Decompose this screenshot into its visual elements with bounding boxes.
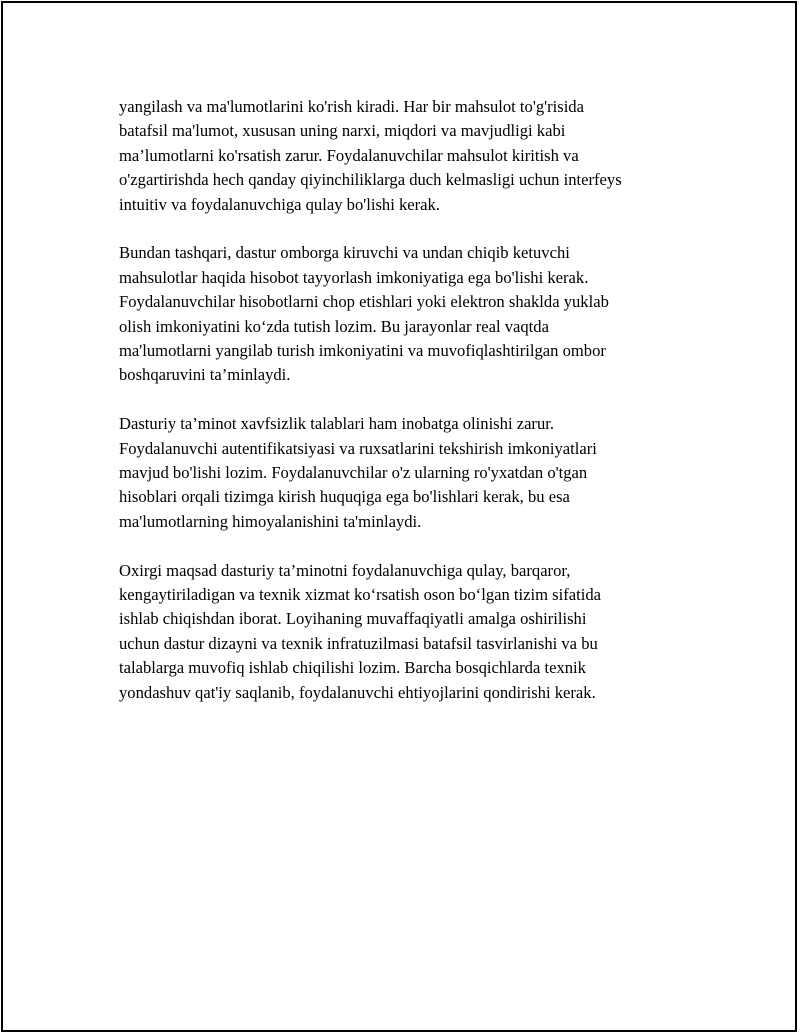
text-line: Oxirgi maqsad dasturiy ta’minotni foydalanuvchiga qulay, barqaror, — [119, 560, 571, 580]
text-line: ma’lumotlarni ko'rsatish zarur. Foydalanuvchilar mahsulot kiritish va — [119, 145, 579, 165]
text-line: yondashuv qat'iy saqlanib, foydalanuvchi ehtiyojlarini qondirishi kerak. — [119, 682, 596, 702]
text-line: intuitiv va foydalanuvchiga qulay bo'lishi kerak. — [119, 194, 440, 214]
text-line: talablarga muvofiq ishlab chiqilishi lozim. Barcha bosqichlarda texnik — [119, 658, 586, 678]
text-line: Bundan tashqari, dastur omborga kiruvchi va undan chiqib ketuvchi — [119, 243, 570, 263]
text-line: Foydalanuvchi autentifikatsiyasi va ruxsatlarini tekshirish imkoniyatlari — [119, 438, 597, 458]
paragraph — [119, 559, 699, 705]
paragraph — [119, 412, 699, 534]
text-line: ma'lumotlarning himoyalanishini ta'minlaydi. — [119, 511, 422, 531]
text-line: uchun dastur dizayni va texnik infratuzilmasi batafsil tasvirlanishi va bu — [119, 633, 598, 653]
paragraph — [119, 95, 699, 217]
text-line: Foydalanuvchilar hisobotlarni chop etishlari yoki elektron shaklda yuklab — [119, 292, 609, 312]
text-line: mavjud bo'lishi lozim. Foydalanuvchilar o'z ularning ro'yxatdan o'tgan — [119, 463, 588, 483]
text-line: mahsulotlar haqida hisobot tayyorlash imkoniyatiga ega bo'lishi kerak. — [119, 267, 589, 287]
text-line: olish imkoniyatini ko‘zda tutish lozim. Bu jarayonlar real vaqtda — [119, 316, 549, 336]
text-line: hisoblari orqali tizimga kirish huquqiga ega bo'lishlari kerak, bu esa — [119, 487, 570, 507]
text-line: yangilash va ma'lumotlarini ko'rish kiradi. Har bir mahsulot to'g'risida — [119, 97, 584, 116]
text-line: Dasturiy ta’minot xavfsizlik talablari ham inobatga olinishi zarur. — [119, 414, 555, 434]
text-line: ishlab chiqishdan iborat. Loyihaning muvaffaqiyatli amalga oshirilishi — [119, 609, 587, 629]
paragraph — [119, 241, 699, 387]
text-line: batafsil ma'lumot, xususan uning narxi, miqdori va mavjudligi kabi — [119, 121, 566, 141]
text-line: o'zgartirishda hech qanday qiyinchiliklarga duch kelmasligi uchun interfeys — [119, 170, 622, 190]
text-line: kengaytiriladigan va texnik xizmat ko‘rsatish oson bo‘lgan tizim sifatida — [119, 585, 602, 605]
text-line: boshqaruvini ta’minlaydi. — [119, 365, 291, 385]
document-page — [1, 1, 797, 1032]
text-line: ma'lumotlarni yangilab turish imkoniyatini va muvofiqlashtirilgan ombor — [119, 341, 606, 361]
document-body — [119, 95, 699, 730]
